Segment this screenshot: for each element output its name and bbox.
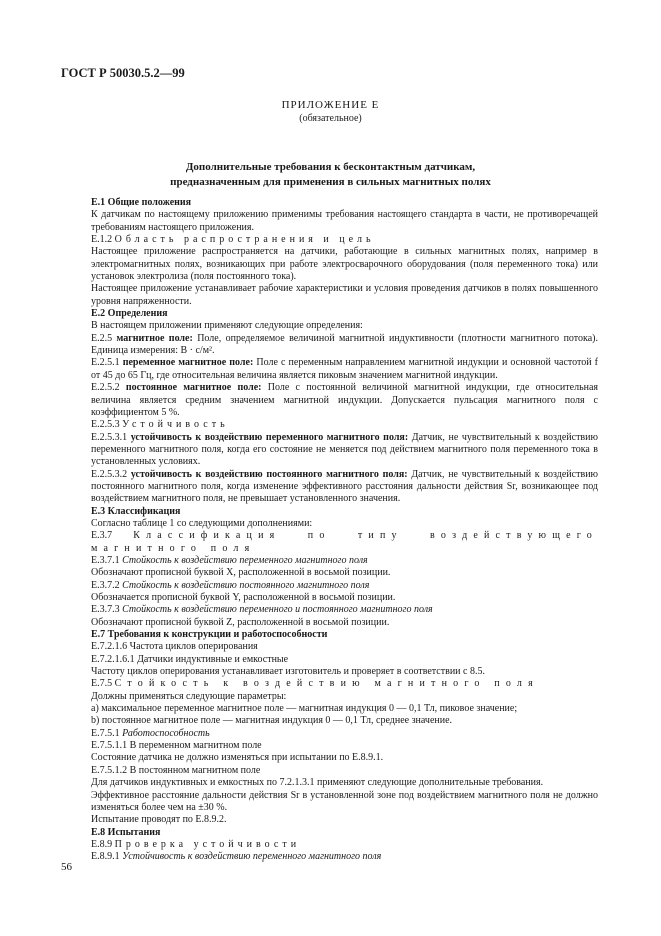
- clause-heading: Е.7.2.1.6.1 Датчики индуктивные и емкостные: [91, 653, 289, 665]
- paragraph: К датчикам по настоящему приложению применимы требования настоящего стандарта в части, не противоречащей требованиям настоящего приложения.: [91, 209, 598, 233]
- clause-heading: [91, 839, 598, 851]
- paragraph: Состояние датчика не должно изменяться при испытании по Е.8.9.1.: [91, 752, 384, 764]
- document-body: [91, 197, 598, 864]
- section-heading: Е.7 Требования к конструкции и работоспособности: [91, 629, 328, 641]
- defined-term: устойчивость к воздействию постоянного магнитного поля:: [130, 468, 408, 480]
- clause-number: Е.1.2: [91, 234, 113, 246]
- defined-term: переменное магнитное поле:: [122, 357, 254, 369]
- paragraph: Для датчиков индуктивных и емкостных по 7.2.1.3.1 применяют следующие дополнительные требования.: [91, 777, 544, 789]
- clause-title: Устойчивость к воздействию переменного магнитного поля: [122, 851, 382, 863]
- paragraph: Должны применяться следующие параметры:: [91, 690, 287, 702]
- section-heading: Е.8 Испытания: [91, 826, 161, 838]
- clause-number: Е.3.7.1: [91, 554, 120, 566]
- paragraph: Настоящее приложение распространяется на датчики, работающие в сильных магнитных полях, например в электромагнитных полях, возникающих при работе электросварочного оборудования (поля переменного тока) или установок электролиза (поля постоянного тока).: [91, 246, 598, 283]
- section-heading: Е.1 Общие положения: [91, 197, 192, 208]
- clause-title: Стойкость к воздействию магнитного поля: [114, 678, 539, 690]
- clause-number: Е.3.7.3: [91, 604, 120, 616]
- clause-title: Стойкость к воздействию переменного магнитного поля: [122, 554, 368, 566]
- clause-number: Е.2.5.3: [91, 419, 120, 431]
- clause-heading: [91, 419, 598, 431]
- annex-heading: [0, 160, 661, 190]
- clause-heading: [91, 530, 598, 555]
- clause-number: Е.2.5.3.1: [91, 431, 128, 443]
- section-heading: Е.3 Классификация: [91, 505, 181, 517]
- clause-title: Устойчивость: [122, 419, 229, 431]
- clause-number: Е.8.9: [91, 838, 113, 850]
- defined-term: магнитное поле:: [116, 332, 193, 344]
- clause-number: Е.2.5.1: [91, 357, 120, 369]
- clause-heading: [91, 851, 598, 863]
- paragraph: Обозначается прописной буквой Y, расположенной в восьмой позиции.: [91, 592, 396, 603]
- defined-term: постоянное магнитное поле:: [125, 382, 262, 394]
- clause-heading: Е.7.2.1.6 Частота циклов оперирования: [91, 641, 258, 653]
- clause-number: Е.8.9.1: [91, 851, 120, 863]
- clause-number: Е.3.7.2: [91, 579, 120, 591]
- definition: [91, 333, 598, 358]
- definition: [91, 357, 598, 382]
- definition-text: Датчик, не чувствительный к воздействию переменного магнитного поля, когда его состояние не меняется под действием магнитного поля переменного тока в установленных условиях.: [91, 431, 598, 468]
- defined-term: устойчивость к воздействию переменного магнитного поля:: [130, 431, 409, 443]
- clause-number: Е.2.5.3.2: [91, 468, 128, 480]
- definition: [91, 432, 598, 469]
- clause-heading: [91, 678, 598, 690]
- definition-text: Датчик, не чувствительный к воздействию постоянного магнитного поля, когда изменение эффективного расстояния дальности действия Sr, возникающее под воздействием магнитного поля, не превышает установленного значения.: [91, 468, 599, 505]
- paragraph: Эффективное расстояние дальности действия Sr в установленной зоне под воздействием магнитного поля не должно изменяться более чем на ±30 %.: [91, 789, 598, 813]
- paragraph: Обозначают прописной буквой Z, расположенной в восьмой позиции.: [91, 616, 390, 628]
- annex-status: (обязательное): [299, 113, 362, 124]
- clause-title: Стойкость к воздействию переменного и постоянного магнитного поля: [122, 604, 433, 616]
- clause-title: Работоспособность: [122, 727, 210, 739]
- clause-title: Классификация по типу воздействующего магнитного поля: [91, 530, 598, 554]
- annex-heading-line-2: предназначенным для применения в сильных магнитных полях: [170, 176, 491, 188]
- list-item: а) максимальное переменное магнитное поле — магнитная индукция 0 — 0,1 Тл, пиковое значение;: [91, 703, 518, 715]
- clause-heading: [91, 555, 598, 567]
- clause-title: Проверка устойчивости: [114, 838, 301, 850]
- annex-title: ПРИЛОЖЕНИЕ Е: [281, 99, 380, 111]
- clause-heading: Е.7.5.1.1 В переменном магнитном поле: [91, 740, 262, 752]
- clause-heading: [91, 728, 598, 740]
- paragraph: Обозначают прописной буквой X, расположенной в восьмой позиции.: [91, 567, 391, 579]
- paragraph: Настоящее приложение устанавливает рабочие характеристики и условия проведения датчиков в полях повышенного уровня напряженности.: [91, 283, 598, 307]
- definition-text: Поле с переменным направлением магнитной индукции и основной частотой f от 45 до 65 Гц, где относительная величина является пиковым значением магнитной индукции.: [91, 357, 599, 381]
- standard-code: ГОСТ Р 50030.5.2—99: [61, 66, 185, 80]
- clause-number: Е.2.5.2: [91, 382, 120, 394]
- clause-number: Е.2.5: [91, 332, 113, 344]
- definition: [91, 382, 598, 419]
- clause-heading: [91, 604, 598, 616]
- clause-title: Область распространения и цель: [114, 234, 375, 246]
- list-item: b) постоянное магнитное поле — магнитная индукция 0 — 0,1 Тл, среднее значение.: [91, 715, 453, 727]
- clause-number: Е.7.5: [91, 678, 113, 690]
- paragraph: В настоящем приложении применяют следующие определения:: [91, 320, 363, 332]
- clause-title: Стойкость к воздействию постоянного магнитного поля: [122, 579, 370, 591]
- paragraph: Согласно таблице 1 со следующими дополнениями:: [91, 517, 313, 529]
- annex-heading-line-1: Дополнительные требования к бесконтактным датчикам,: [185, 161, 476, 173]
- clause-heading: [91, 234, 598, 246]
- definition: [91, 469, 598, 506]
- page-number: 56: [61, 861, 72, 873]
- clause-number: Е.3.7: [91, 530, 113, 542]
- clause-number: Е.7.5.1: [91, 727, 120, 739]
- definition-text: Поле, определяемое величиной магнитной индуктивности (плотности магнитного потока). Единица измерения: В · с/м².: [91, 332, 598, 357]
- paragraph: Испытание проводят по Е.8.9.2.: [91, 814, 227, 826]
- clause-heading: [91, 580, 598, 592]
- paragraph: Частоту циклов оперирования устанавливает изготовитель и проверяет в соответствии с 8.5.: [91, 666, 485, 678]
- definition-text: Поле с постоянной величиной магнитной индукции, где относительная величина является средним значением магнитной индукции. Допускается пульсация магнитного поля с коэффициентом 5 %.: [91, 382, 599, 418]
- section-heading: Е.2 Определения: [91, 308, 168, 320]
- clause-heading: Е.7.5.1.2 В постоянном магнитном поле: [91, 764, 261, 776]
